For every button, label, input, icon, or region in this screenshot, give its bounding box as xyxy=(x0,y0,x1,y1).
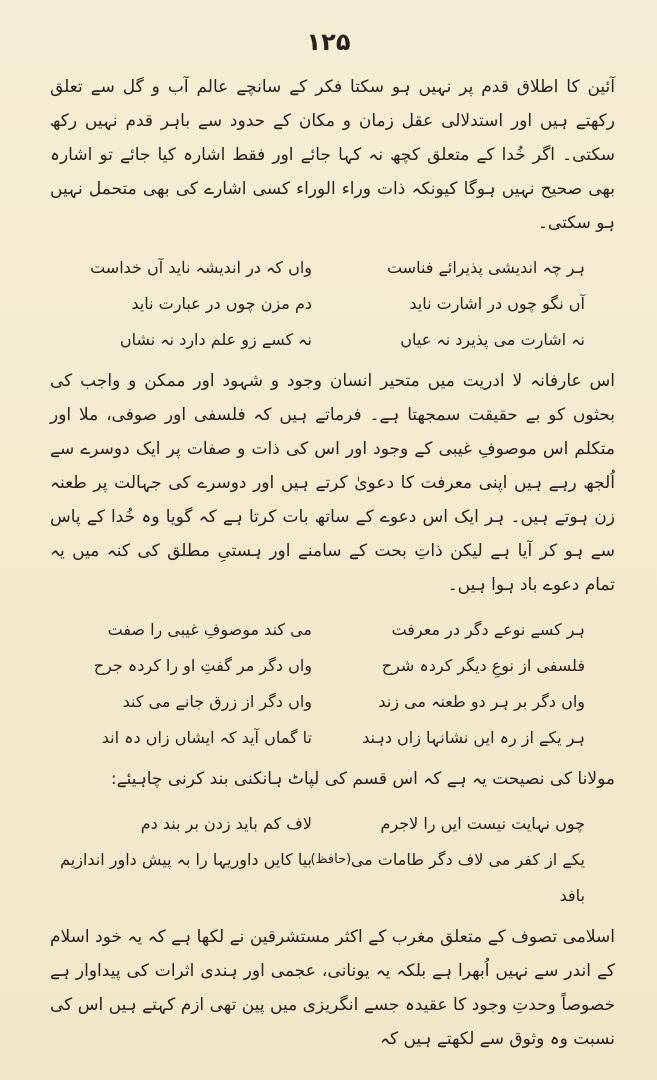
hemistich-right: فلسفی از نوعِ دیگر کردہ شرح xyxy=(381,656,585,675)
paragraph-3: مولانا کی نصیحت یہ ہے کہ اس قسم کی لپاٹ ہانکنی بند کرنی چاہیئے: xyxy=(110,769,615,789)
hemistich-left: بیا کایں داوریہا را بہ پیش داور اندازیم xyxy=(60,850,312,869)
page-content xyxy=(50,70,615,1056)
poet-attribution: (حافظ) xyxy=(310,852,352,867)
hemistich-left: واں کہ در اندیشہ ناید آں خداست xyxy=(90,258,312,277)
hemistich-right: ہر چہ اندیشی پذیرائے فناست xyxy=(386,258,585,277)
couplet xyxy=(50,648,615,684)
couplet xyxy=(50,684,615,720)
hemistich-right: یکے از کفر می لاف دگر طامات می بافد xyxy=(350,850,585,905)
verse-block-2 xyxy=(50,612,615,756)
couplet xyxy=(50,720,615,756)
couplet xyxy=(50,250,615,286)
hemistich-right: ہر یکے از رہ ایں نشانہا زاں دہند xyxy=(362,728,585,747)
couplet xyxy=(50,612,615,648)
paragraph-4: اسلامی تصوف کے متعلق مغرب کے اکثر مستشرقین نے لکھا ہے کہ یہ خود اسلام کے اندر سے نہیں اُبھرا ہے بلکہ یہ یونانی، عجمی اور ہندی اثرات کی پیداوار ہے خصوصاً وحدتِ وجود کا عقیدہ جسے انگریزی میں پین تھی ازم کہتے ہیں اس کی نسبت وہ وثوق سے لکھتے ہیں کہ xyxy=(50,927,615,1049)
page-number: ۱۲۵ xyxy=(306,28,351,56)
verse-block-1 xyxy=(50,250,615,358)
hemistich-left: می کند موصوفِ غیبی را صفت xyxy=(107,620,312,639)
paragraph-1: آئین کا اطلاق قدم پر نہیں ہو سکتا فکر کے سانچے عالم آب و گل سے تعلق رکھتے ہیں اور استدلالی عقل زمان و مکان کے حدود سے باہر قدم نہیں رکھ سکتی۔ اگر خُدا کے متعلق کچھ نہ کہا جائے اور فقط اشارہ کیا جائے تو اشارہ بھی صحیح نہیں ہوگا کیونکہ ذات وراء الوراء کسی اشارے کی بھی متحمل نہیں ہو سکتی۔ xyxy=(50,77,615,233)
hemistich-left: نہ کسے زو علم دارد نہ نشاں xyxy=(119,330,312,349)
paragraph-2: اس عارفانہ لا ادریت میں متحیر انسان وجود و شہود اور ممکن و واجب کی بحثوں کو بے حقیقت سمجھتا ہے۔ فرماتے ہیں کہ فلسفی اور صوفی، ملا اور متکلم اس موصوفِ غیبی کے وجود اور اس کی ذات و صفات پر ایک دوسرے سے اُلجھ رہے ہیں اپنی معرفت کا دعویٰ کرتے ہیں اور دوسرے کی جہالت پر طعنہ زن ہوتے ہیں۔ ہر ایک اس دعوے کے ساتھ بات کرتا ہے کہ گویا وہ خُدا کے پاس سے ہو کر آیا ہے لیکن ذاتِ بحت کے سامنے اور ہستیِ مطلق کی کنہ میں یہ تمام دعوے باد ہوا ہیں۔ xyxy=(50,371,615,595)
hemistich-left: تا گماں آید کہ ایشاں زاں دہ اند xyxy=(101,728,312,747)
verse-block-3 xyxy=(50,806,615,914)
couplet xyxy=(50,322,615,358)
couplet xyxy=(50,286,615,322)
hemistich-right: واں دگر بر ہر دو طعنہ می زند xyxy=(378,692,585,711)
hemistich-left: دم مزن چوں در عبارت ناید xyxy=(131,294,312,313)
hemistich-left: واں دگر از زرق جانے می کند xyxy=(122,692,312,711)
hemistich-left: لاف کم باید زدن بر بند دم xyxy=(140,814,312,833)
hemistich-right: نہ اشارت می پذیرد نہ عیاں xyxy=(400,330,585,349)
hemistich-right: ہر کسے نوعے دگر در معرفت xyxy=(391,620,585,639)
hemistich-right: چوں نہایت نیست ایں را لاجرم xyxy=(380,814,585,833)
couplet xyxy=(50,806,615,842)
couplet xyxy=(50,842,615,914)
hemistich-right: آں نگو چوں در اشارت ناید xyxy=(409,294,585,313)
hemistich-left: واں دگر مر گفتِ او را کردہ جرح xyxy=(93,656,312,675)
